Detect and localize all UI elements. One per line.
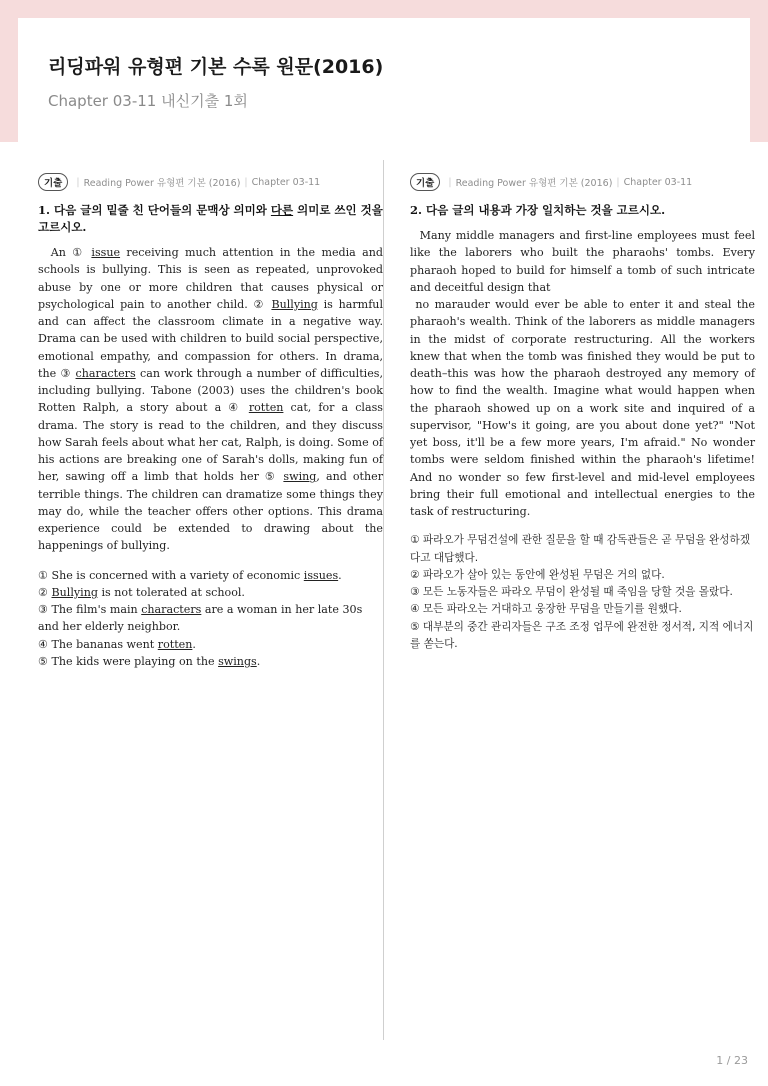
answer-option: ① 파라오가 무덤건설에 관한 질문을 할 때 감독관들은 곧 무덤을 완성하겠다고 대답했다. <box>410 534 750 564</box>
question-text: 의미로 쓰인 것을 고르시오. <box>38 203 383 234</box>
meta-separator: | <box>76 176 80 188</box>
question-2: 2. 다음 글의 내용과 가장 일치하는 것을 고르시오. <box>410 203 666 217</box>
answer-option: ⑤ 대부분의 중간 관리자들은 구조 조정 업무에 완전한 정서적, 지적 에너지를 쏟는다. <box>410 620 754 650</box>
underlined-word: swing <box>283 470 317 484</box>
column-divider <box>383 160 384 1040</box>
passage-text: can work through a number of difficulties, including bullying. Tabone (2003) uses the children's book Rotten Ralph, a story about a ④ <box>38 366 383 415</box>
meta-separator: | <box>244 176 248 188</box>
answer-options <box>410 532 755 653</box>
answer-option: ① She is concerned with a variety of economic issues. <box>38 568 342 582</box>
header-card <box>18 18 750 142</box>
answer-option: ④ 모든 파라오는 거대하고 웅장한 무덤을 만들기를 원했다. <box>410 603 682 616</box>
underlined-word: rotten <box>248 401 284 415</box>
answer-option: ③ The film's main characters are a woman in her late 30s and her elderly neighbor. <box>38 603 363 634</box>
passage-text: An ① <box>50 246 92 259</box>
right-column <box>410 172 755 653</box>
question-meta <box>38 172 383 192</box>
passage-text: cat, for a class drama. The story is read to the children, and they discuss how Sarah feels about what her cat, Ralph, is doing. Some of his actions are breaking one of Sarah's dolls, making fun of her, sawing off a limb that holds her ⑤ <box>38 401 383 484</box>
exam-badge: 기출 <box>38 173 68 191</box>
underlined-word: issue <box>91 246 121 259</box>
passage-text: Many middle managers and first-line employees must feel like the laborers who built the pharaohs' tombs. Every pharaoh hoped to build for himself a tomb of such intricate and deceitful design that <box>410 229 755 294</box>
answer-option: ② 파라오가 살아 있는 동안에 완성된 무덤은 거의 없다. <box>410 568 665 581</box>
document-subtitle: Chapter 03-11 내신기출 1회 <box>48 92 248 110</box>
passage-text: is harmful and can affect the classroom climate in a negative way. Drama can be used with children to build social perspective, emotional empathy, and compassion for others. In drama, the ③ <box>38 297 383 380</box>
source-label: Reading Power 유형편 기본 (2016) <box>83 178 241 189</box>
question-meta <box>410 172 755 192</box>
exam-badge: 기출 <box>410 173 440 191</box>
question-text: 1. 다음 글의 밑줄 친 단어들의 문맥상 의미와 <box>38 203 271 217</box>
passage-1 <box>38 244 383 555</box>
answer-option: ⑤ The kids were playing on the swings. <box>38 654 261 668</box>
page-number: 1 / 23 <box>716 1054 748 1067</box>
answer-option: ④ The bananas went rotten. <box>38 637 196 651</box>
passage-text: no marauder would ever be able to enter it and steal the pharaoh's wealth. Think of the laborers as middle managers in the midst of corporate restructuring. All the workers knew that when the tomb was finished they would be put to death–this was how the pharaoh destroyed any memory of how to find the wealth. Imagine what would happen when the pharaoh showed up on a work site and inquired of a supervisor, "How's it going, are you about done yet?" "Not yet boss, it'll be a few more years, I'm afraid." No wonder tombs were seldom finished within the pharaoh's lifetime! And no wonder so few first-level and mid-level employees bring their full emotional and intellectual energies to the task of restructuring. <box>410 298 755 518</box>
document-title: 리딩파워 유형편 기본 수록 원문(2016) <box>48 56 384 78</box>
chapter-label: Chapter 03-11 <box>251 176 321 188</box>
passage-2 <box>410 227 755 520</box>
meta-separator: | <box>616 176 620 188</box>
passage-text: , and other terrible things. The children can dramatize some things they may do, while the teacher offers other options. This drama experience could be extended to drawing about the happenings of bullying. <box>38 470 383 553</box>
meta-separator: | <box>448 176 452 188</box>
question-emphasis: 다른 <box>270 203 294 217</box>
source-label: Reading Power 유형편 기본 (2016) <box>455 178 613 189</box>
underlined-word: Bullying <box>271 297 318 311</box>
left-column <box>38 172 383 670</box>
answer-option: ② Bullying is not tolerated at school. <box>38 585 245 599</box>
passage-text: receiving much attention in the media and schools is bullying. This is seen as repeated, unprovoked abuse by one or more children that causes physical or psychological pain to another child. ② <box>38 246 384 311</box>
chapter-label: Chapter 03-11 <box>623 176 693 188</box>
answer-options <box>38 567 383 671</box>
question-1 <box>38 202 383 236</box>
underlined-word: characters <box>75 366 136 380</box>
answer-option: ③ 모든 노동자들은 파라오 무덤이 완성될 때 죽임을 당할 것을 몰랐다. <box>410 586 733 598</box>
